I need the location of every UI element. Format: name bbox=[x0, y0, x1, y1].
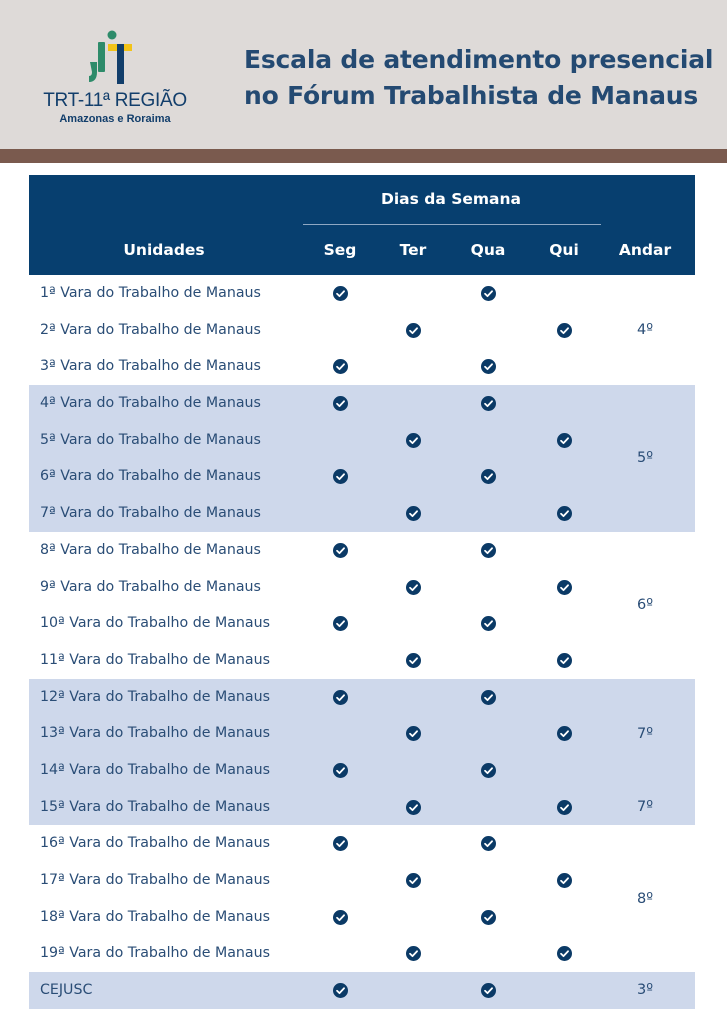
unit-name: 9ª Vara do Trabalho de Manaus bbox=[40, 578, 261, 595]
table-row bbox=[29, 972, 695, 1009]
unit-name: 12ª Vara do Trabalho de Manaus bbox=[40, 688, 270, 705]
floor-label: 7º bbox=[636, 725, 654, 742]
page-title-line1: Escala de atendimento presencial bbox=[244, 45, 714, 74]
table-row bbox=[29, 752, 695, 789]
check-icon bbox=[333, 910, 348, 925]
floor-label: 7º bbox=[636, 799, 654, 815]
check-icon bbox=[557, 506, 572, 521]
check-icon bbox=[333, 836, 348, 851]
table-row bbox=[29, 385, 695, 422]
check-icon bbox=[406, 946, 421, 961]
check-icon bbox=[481, 983, 496, 998]
floor-column-header: Andar bbox=[618, 241, 672, 259]
unit-name: 10ª Vara do Trabalho de Manaus bbox=[40, 615, 270, 632]
check-icon bbox=[557, 580, 572, 595]
table-row bbox=[29, 348, 695, 385]
table-row bbox=[29, 789, 695, 826]
check-icon bbox=[333, 543, 348, 558]
unit-name: 3ª Vara do Trabalho de Manaus bbox=[40, 358, 261, 375]
table-row bbox=[29, 458, 695, 495]
check-icon bbox=[333, 690, 348, 705]
check-icon bbox=[481, 616, 496, 631]
check-icon bbox=[481, 469, 496, 484]
unit-name: 15ª Vara do Trabalho de Manaus bbox=[40, 798, 270, 815]
unit-name: 17ª Vara do Trabalho de Manaus bbox=[40, 872, 270, 888]
check-icon bbox=[333, 286, 348, 301]
table-body bbox=[29, 275, 695, 1009]
unit-name: 16ª Vara do Trabalho de Manaus bbox=[40, 835, 270, 852]
floor-label: 8º bbox=[636, 890, 654, 907]
logo-subtitle: Amazonas e Roraima bbox=[59, 113, 171, 125]
day-header-qua: Qua bbox=[470, 241, 506, 259]
check-icon bbox=[406, 580, 421, 595]
check-icon bbox=[481, 763, 496, 778]
check-icon bbox=[406, 800, 421, 815]
floor-group bbox=[29, 825, 695, 972]
table-row bbox=[29, 569, 695, 606]
page-title-line2: no Fórum Trabalhista de Manaus bbox=[244, 81, 699, 110]
unit-name: 19ª Vara do Trabalho de Manaus bbox=[40, 945, 270, 962]
floor-label: 5º bbox=[636, 450, 654, 467]
check-icon bbox=[557, 653, 572, 668]
page-title bbox=[244, 42, 714, 114]
table-row bbox=[29, 495, 695, 532]
unit-name: 18ª Vara do Trabalho de Manaus bbox=[40, 908, 270, 925]
unit-name: 13ª Vara do Trabalho de Manaus bbox=[40, 725, 270, 742]
table-row bbox=[29, 862, 695, 899]
check-icon bbox=[406, 323, 421, 338]
floor-group bbox=[29, 972, 695, 1009]
table-row bbox=[29, 312, 695, 349]
units-column-header: Unidades bbox=[123, 241, 205, 259]
check-icon bbox=[557, 946, 572, 961]
day-header-ter: Ter bbox=[399, 241, 427, 259]
check-icon bbox=[557, 323, 572, 338]
table-row bbox=[29, 642, 695, 679]
check-icon bbox=[481, 543, 496, 558]
header-accent-bar bbox=[0, 149, 727, 163]
floor-label: 4º bbox=[636, 322, 654, 339]
unit-name: 4ª Vara do Trabalho de Manaus bbox=[40, 395, 261, 412]
check-icon bbox=[557, 800, 572, 815]
table-header bbox=[29, 175, 695, 275]
trt-logo-icon bbox=[88, 30, 134, 86]
unit-name: 11ª Vara do Trabalho de Manaus bbox=[40, 651, 270, 668]
check-icon bbox=[406, 433, 421, 448]
check-icon bbox=[557, 873, 572, 888]
unit-name: 14ª Vara do Trabalho de Manaus bbox=[40, 761, 270, 778]
table-row bbox=[29, 605, 695, 642]
table-row bbox=[29, 679, 695, 716]
trt11-logo bbox=[40, 28, 190, 128]
check-icon bbox=[481, 286, 496, 301]
check-icon bbox=[481, 396, 496, 411]
schedule-table bbox=[29, 175, 695, 1009]
table-row bbox=[29, 935, 695, 972]
check-icon bbox=[481, 359, 496, 374]
table-row bbox=[29, 422, 695, 459]
floor-group bbox=[29, 679, 695, 826]
check-icon bbox=[406, 726, 421, 741]
days-group-header: Dias da Semana bbox=[381, 190, 521, 208]
unit-name: 2ª Vara do Trabalho de Manaus bbox=[40, 321, 261, 338]
check-icon bbox=[481, 836, 496, 851]
table-row bbox=[29, 532, 695, 569]
check-icon bbox=[333, 616, 348, 631]
floor-group bbox=[29, 532, 695, 679]
unit-name: 1ª Vara do Trabalho de Manaus bbox=[40, 285, 261, 301]
check-icon bbox=[481, 910, 496, 925]
check-icon bbox=[333, 359, 348, 374]
check-icon bbox=[557, 433, 572, 448]
check-icon bbox=[481, 690, 496, 705]
unit-name: 7ª Vara do Trabalho de Manaus bbox=[40, 505, 261, 522]
unit-name: CEJUSC bbox=[40, 982, 93, 999]
unit-name: 8ª Vara do Trabalho de Manaus bbox=[40, 541, 261, 558]
table-row bbox=[29, 825, 695, 862]
check-icon bbox=[333, 983, 348, 998]
page-header bbox=[0, 0, 727, 149]
check-icon bbox=[406, 506, 421, 521]
day-header-qui: Qui bbox=[549, 241, 579, 259]
unit-name: 6ª Vara do Trabalho de Manaus bbox=[40, 468, 261, 485]
table-row bbox=[29, 899, 695, 936]
day-header-seg: Seg bbox=[323, 241, 357, 259]
logo-title: TRT-11ª REGIÃO bbox=[43, 90, 187, 111]
check-icon bbox=[406, 873, 421, 888]
check-icon bbox=[406, 653, 421, 668]
check-icon bbox=[333, 763, 348, 778]
table-row bbox=[29, 715, 695, 752]
check-icon bbox=[333, 396, 348, 411]
table-row bbox=[29, 275, 695, 312]
floor-group bbox=[29, 385, 695, 532]
unit-name: 5ª Vara do Trabalho de Manaus bbox=[40, 431, 261, 448]
days-group-divider bbox=[303, 224, 601, 225]
floor-label: 3º bbox=[636, 982, 654, 999]
check-icon bbox=[333, 469, 348, 484]
check-icon bbox=[557, 726, 572, 741]
floor-label: 6º bbox=[636, 597, 654, 614]
floor-group bbox=[29, 275, 695, 385]
